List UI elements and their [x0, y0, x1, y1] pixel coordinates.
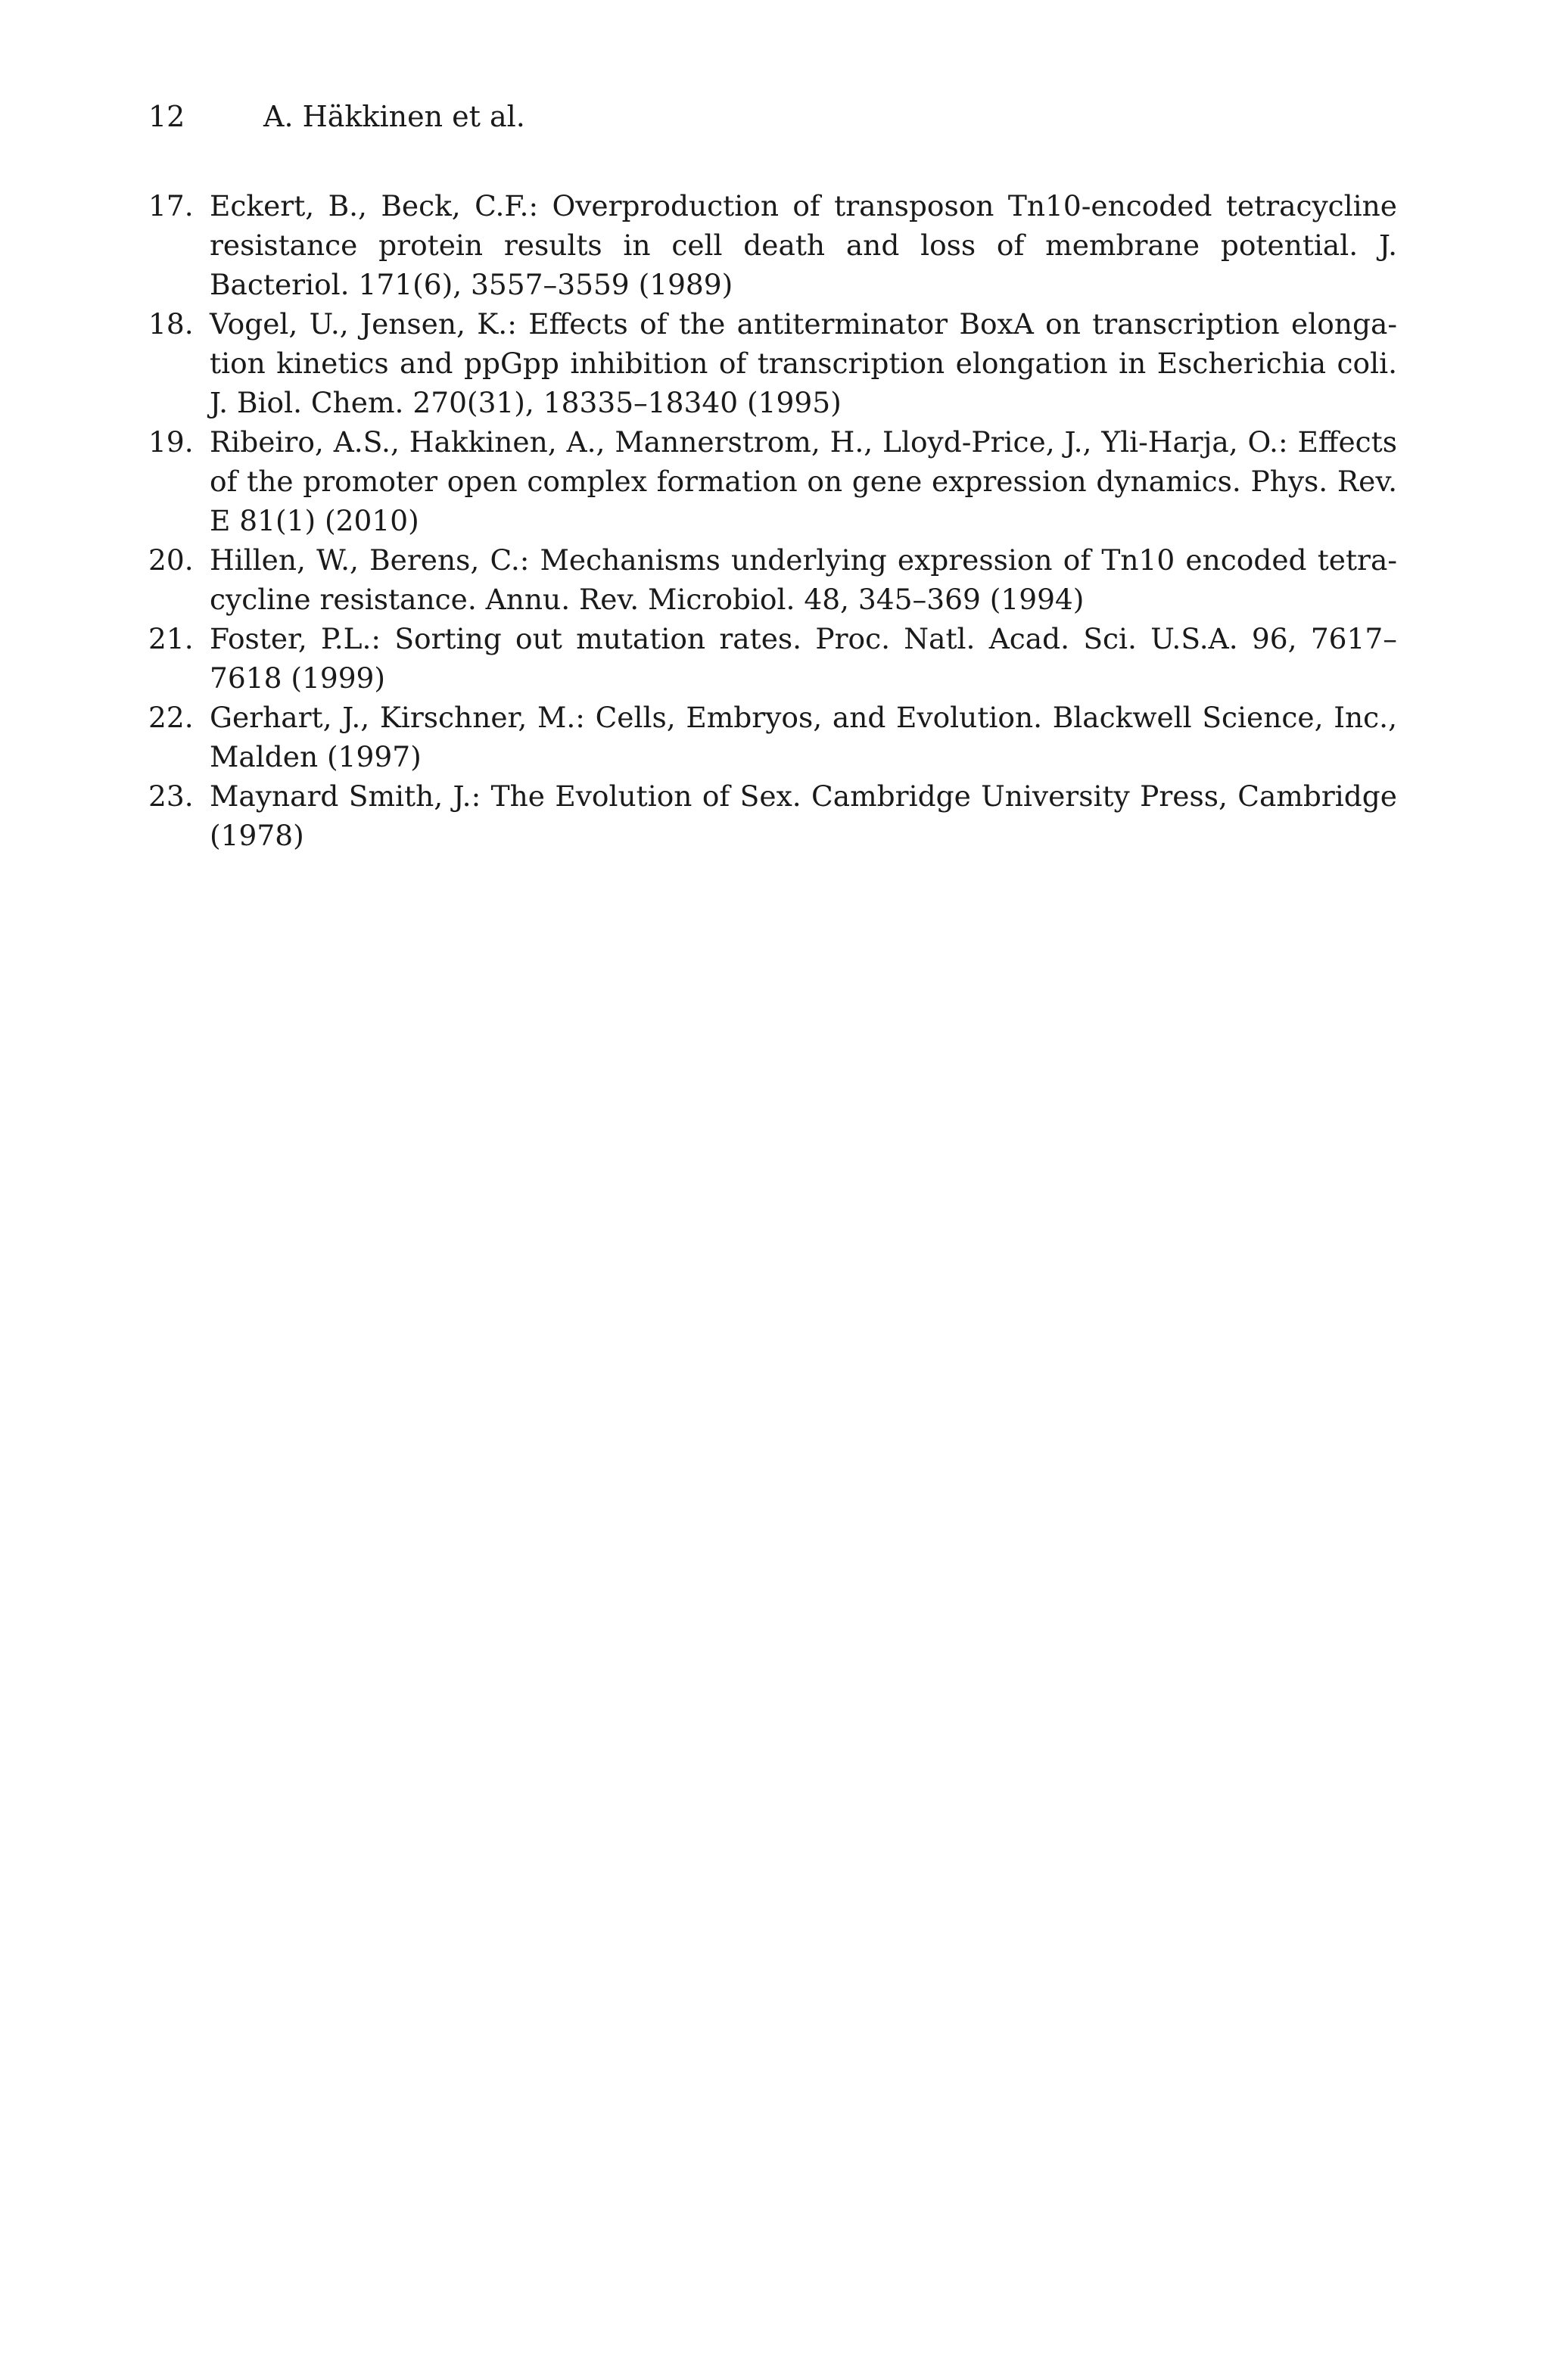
reference-text: Ribeiro, A.S., Hakkinen, A., Mannerstrom, H., Lloyd-Price, J., Yli-Harja, O.: Effects of the promoter open complex formation on gene expression dynamics. Phys. Rev. E 81(1) (2010) [210, 425, 1397, 537]
reference-item-18 [148, 304, 1397, 422]
reference-number: 19. [148, 425, 194, 459]
page-number: 12 [148, 100, 185, 133]
reference-text: Gerhart, J., Kirschner, M.: Cells, Embryos, and Evolution. Blackwell Science, Inc., Malden (1997) [210, 701, 1397, 773]
reference-text: Vogel, U., Jensen, K.: Effects of the antiterminator BoxA on transcription elongation kinetics and ppGpp inhibition of transcription elongation in Escherichia coli. J. Biol. Chem. 270(31), 18335–18340 (1995) [210, 307, 1397, 419]
reference-list [148, 186, 1397, 855]
reference-item-20 [148, 540, 1397, 619]
reference-text: Hillen, W., Berens, C.: Mechanisms underlying expression of Tn10 encoded tetracycline resistance. Annu. Rev. Microbiol. 48, 345–369 (1994) [210, 543, 1397, 616]
reference-text: Foster, P.L.: Sorting out mutation rates. Proc. Natl. Acad. Sci. U.S.A. 96, 7617–​7618 (1999) [210, 622, 1397, 695]
reference-number: 18. [148, 307, 194, 341]
running-head [148, 97, 525, 136]
reference-number: 20. [148, 543, 194, 577]
reference-item-19 [148, 422, 1397, 540]
reference-item-22 [148, 698, 1397, 776]
reference-number: 17. [148, 189, 194, 222]
running-title: A. Häkkinen et al. [263, 100, 525, 133]
reference-text: Eckert, B., Beck, C.F.: Overproduction of transposon Tn10-encoded tetracycline resistance protein results in cell death and loss of membrane potential. J. Bacteriol. 171(6), 3557–3559 (1989) [210, 189, 1397, 301]
reference-item-17 [148, 186, 1397, 304]
reference-item-21 [148, 619, 1397, 698]
reference-number: 21. [148, 622, 194, 655]
reference-number: 22. [148, 701, 194, 734]
reference-text: Maynard Smith, J.: The Evolution of Sex. Cambridge University Press, Cambridge (1978) [210, 779, 1397, 852]
reference-item-23 [148, 776, 1397, 855]
reference-number: 23. [148, 779, 194, 813]
